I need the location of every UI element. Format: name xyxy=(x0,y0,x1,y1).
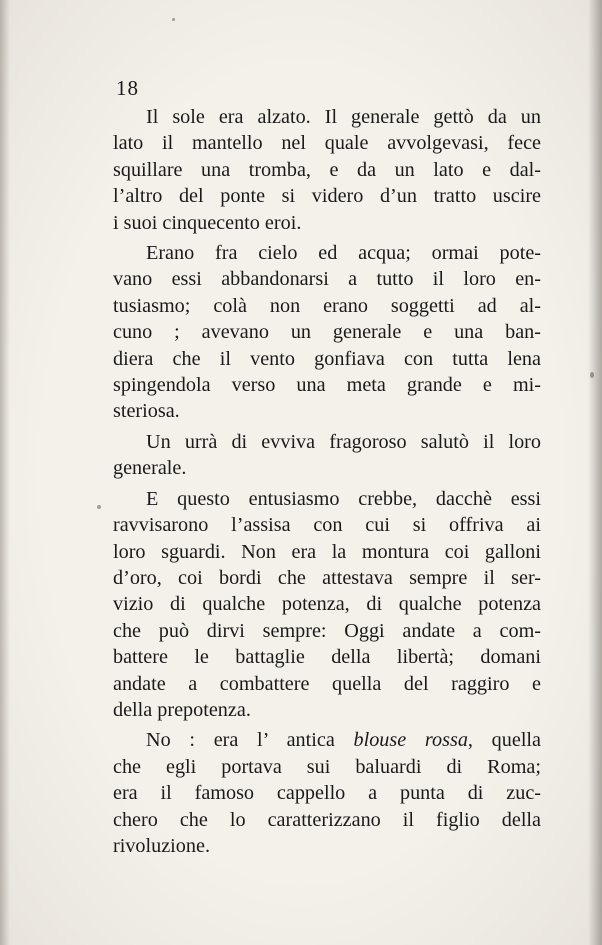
text-line: d’oro, coi bordi che attestava sempre il ser- xyxy=(113,566,541,589)
text-line: generale. xyxy=(113,457,187,480)
text-line: rivoluzione. xyxy=(113,834,210,857)
text-line: lato il mantello nel quale avvolgevasi, fece xyxy=(113,132,541,155)
paragraph-1 xyxy=(113,104,541,236)
text-line: Un urrà di evviva fragoroso salutò il loro xyxy=(146,430,541,453)
text-line: i suoi cinquecento eroi. xyxy=(113,211,302,234)
text-line: Il sole era alzato. Il generale gettò da un xyxy=(146,106,541,128)
text-line: battere le battaglie della libertà; domani xyxy=(113,646,541,669)
text-line: era il famoso cappello a punta di zuc- xyxy=(113,782,541,805)
text-line: della prepotenza. xyxy=(113,698,251,721)
text-line: spingendola verso una meta grande e mi- xyxy=(113,374,541,397)
text-line: ravvisarono l’assisa con cui si offriva ai xyxy=(113,514,541,537)
body-text xyxy=(113,104,541,863)
text-line: diera che il vento gonfiava con tutta lena xyxy=(113,347,541,370)
text-line: vano essi abbandonarsi a tutto il loro en- xyxy=(113,268,541,291)
page-left-shadow xyxy=(0,0,10,945)
text-line: steriosa. xyxy=(113,400,180,423)
paragraph-5 xyxy=(113,727,541,859)
paper-speck xyxy=(172,18,175,21)
text-line: tusiasmo; colà non erano soggetti ad al- xyxy=(113,294,541,317)
text-line: che egli portava sui baluardi di Roma; xyxy=(113,755,541,778)
paper-speck xyxy=(590,372,594,378)
text-line: vizio di qualche potenza, di qualche potenza xyxy=(113,593,541,616)
text-line: cuno ; avevano un generale e una ban- xyxy=(113,321,541,344)
italic-phrase: blouse rossa xyxy=(353,729,468,752)
text-line: Erano fra cielo ed acqua; ormai pote- xyxy=(146,242,541,265)
text-line: che può dirvi sempre: Oggi andate a com- xyxy=(113,619,541,642)
text-line: E questo entusiasmo crebbe, dacchè essi xyxy=(146,487,541,510)
text-line: squillare una tromba, e da un lato e dal- xyxy=(113,158,541,181)
text-line: andate a combattere quella del raggiro e xyxy=(113,672,541,695)
text-segment: No : era l’ antica xyxy=(146,729,354,752)
text-line: l’altro del ponte si videro d’un tratto uscire xyxy=(113,185,541,208)
paper-speck xyxy=(97,505,101,509)
page-number: 18 xyxy=(116,76,139,100)
paragraph-2 xyxy=(113,240,541,425)
text-line: loro sguardi. Non era la montura coi galloni xyxy=(113,540,541,563)
page-right-shadow xyxy=(588,0,602,945)
text-segment: , quella xyxy=(467,729,542,752)
paragraph-3 xyxy=(113,429,541,482)
paragraph-4 xyxy=(113,486,541,724)
text-line: chero che lo caratterizzano il figlio della xyxy=(113,808,541,831)
text-line xyxy=(113,727,541,753)
